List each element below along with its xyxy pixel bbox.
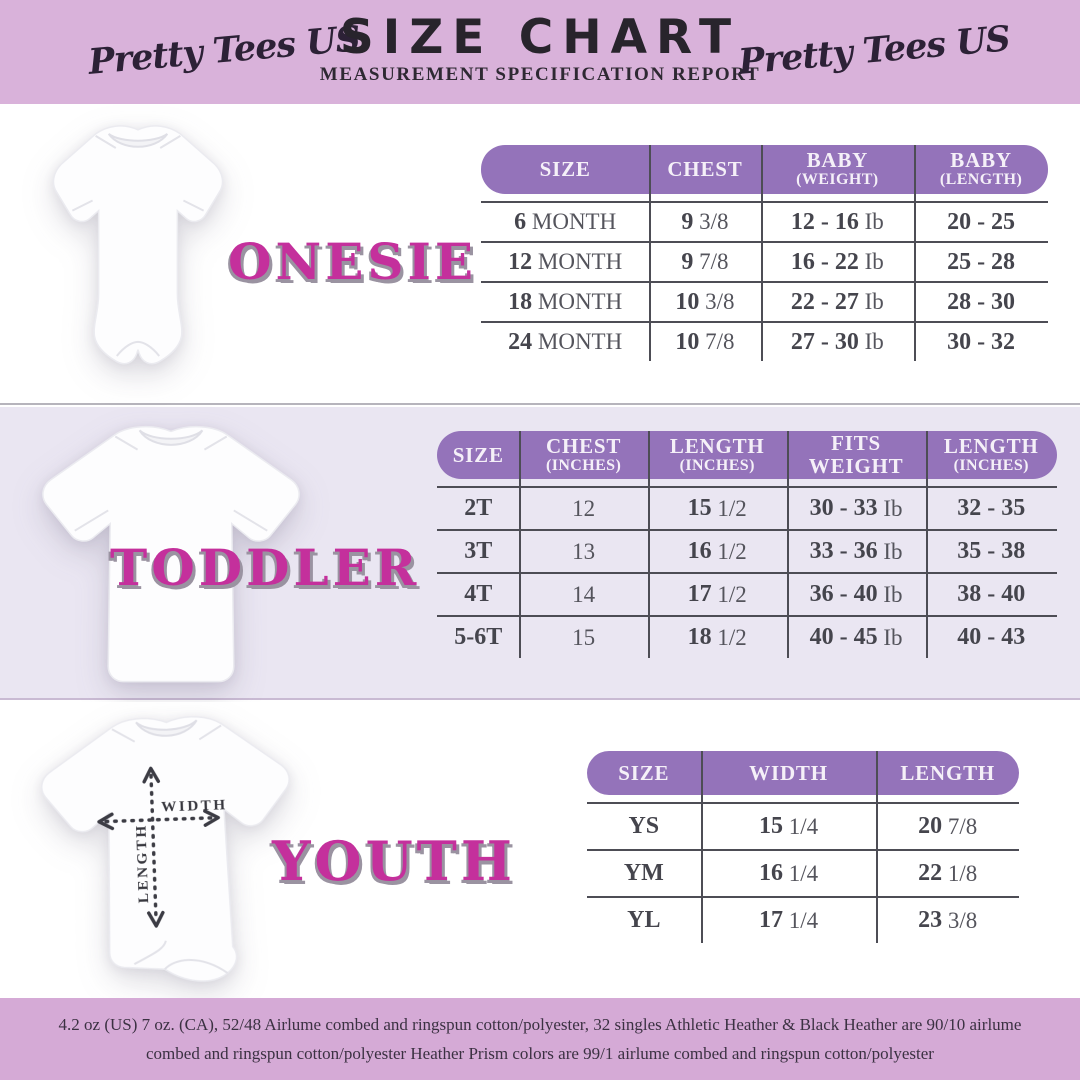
- table-cell: 27 - 30 Ib: [790, 328, 884, 355]
- table-cell: 15 1/2: [687, 495, 747, 521]
- table-cell: 6 MONTH: [514, 208, 617, 235]
- table-column-divider: [926, 431, 928, 658]
- column-header: SIZE: [618, 760, 670, 785]
- column-header: LENGTH (INCHES): [943, 433, 1039, 474]
- page-subtitle: MEASUREMENT SPECIFICATION REPORT: [319, 64, 761, 85]
- column-header: WIDTH: [749, 760, 828, 785]
- table-row: [437, 572, 1057, 615]
- fabric-description: 4.2 oz (US) 7 oz. (CA), 52/48 Airlume combed and ringspun cotton/polyester, 32 singles Athletic Heather & Black Heather are 90/10 airlume combed and ringspun cotton/polyester Heather Prism colors are 99/1 airlume combed and ringspun cotton/polyester: [58, 1015, 1022, 1063]
- table-cell: 30 - 33 Ib: [809, 495, 903, 521]
- column-header: SIZE: [539, 157, 591, 181]
- table-cell: 12 - 16 Ib: [790, 208, 884, 235]
- brand-logo-left: Pretty Tees US: [86, 18, 362, 83]
- table-cell: 16 - 22 Ib: [790, 248, 884, 275]
- length-arrow-label: LENGTH: [132, 822, 153, 904]
- table-row: [437, 615, 1057, 658]
- page-title: SIZE CHART: [339, 10, 741, 65]
- table-cell: 20 - 25: [947, 208, 1016, 235]
- table-row: [437, 529, 1057, 572]
- toddler-section: [0, 407, 1080, 700]
- column-header: BABY (LENGTH): [939, 148, 1023, 189]
- width-arrow-label: WIDTH: [160, 796, 228, 816]
- table-column-divider: [761, 145, 763, 361]
- table-cell: 38 - 40: [957, 581, 1026, 607]
- table-cell: 17 1/2: [687, 581, 747, 607]
- column-header: CHEST: [667, 157, 743, 181]
- table-header-row: [481, 145, 1048, 194]
- table-cell: 23 3/8: [918, 907, 978, 933]
- table-column-divider: [787, 431, 789, 658]
- column-header: CHEST (INCHES): [546, 433, 622, 474]
- table-cell: 40 - 45 Ib: [809, 624, 903, 650]
- table-cell: YL: [627, 907, 661, 933]
- table-cell: 33 - 36 Ib: [809, 538, 903, 564]
- table-cell: 20 7/8: [918, 813, 978, 839]
- table-header-row: [587, 751, 1019, 795]
- table-column-divider: [648, 431, 650, 658]
- table-cell: YM: [623, 860, 664, 886]
- table-row: [587, 802, 1019, 849]
- table-cell: 4T: [464, 581, 493, 607]
- table-column-divider: [649, 145, 651, 361]
- table-cell: 2T: [464, 495, 493, 521]
- table-cell: 15 1/4: [758, 813, 819, 839]
- column-header: SIZE: [452, 442, 504, 467]
- table-cell: 10 7/8: [675, 328, 735, 355]
- table-cell: 5-6T: [454, 624, 503, 650]
- column-header: BABY (WEIGHT): [796, 148, 879, 189]
- table-column-divider: [701, 751, 703, 943]
- table-row: [481, 241, 1048, 281]
- table-cell: 10 3/8: [675, 288, 735, 315]
- table-cell: 40 - 43: [957, 624, 1026, 650]
- table-header-row: [437, 431, 1057, 479]
- youth-size-table: [587, 751, 1019, 943]
- table-cell: 14: [572, 581, 596, 607]
- table-row: [587, 896, 1019, 943]
- table-cell: 32 - 35: [957, 495, 1026, 521]
- table-row: [587, 849, 1019, 896]
- table-row: [481, 201, 1048, 241]
- table-cell: 17 1/4: [758, 907, 819, 933]
- table-cell: 22 1/8: [918, 860, 978, 886]
- onesie-size-table: [481, 145, 1048, 361]
- table-cell: 25 - 28: [947, 248, 1016, 275]
- table-cell: YS: [628, 813, 660, 839]
- toddler-title: TODDLER: [110, 538, 421, 597]
- youth-section: [0, 702, 1080, 998]
- header-band: [0, 0, 1080, 104]
- column-header: LENGTH: [900, 760, 996, 785]
- table-column-divider: [519, 431, 521, 658]
- table-cell: 9 7/8: [681, 248, 729, 275]
- table-cell: 3T: [464, 538, 493, 564]
- table-cell: 15: [572, 624, 596, 650]
- table-cell: 16 1/2: [687, 538, 747, 564]
- table-cell: 30 - 32: [947, 328, 1016, 355]
- table-row: [437, 486, 1057, 529]
- column-header: LENGTH (INCHES): [669, 433, 765, 474]
- table-cell: 24 MONTH: [508, 328, 623, 355]
- table-cell: 35 - 38: [957, 538, 1026, 564]
- brand-logo-right: Pretty Tees US: [736, 18, 1012, 83]
- table-cell: 28 - 30: [947, 288, 1016, 315]
- table-cell: 16 1/4: [758, 860, 819, 886]
- onesie-title: ONESIE: [228, 232, 477, 291]
- table-row: [481, 321, 1048, 361]
- table-column-divider: [914, 145, 916, 361]
- table-cell: 13: [572, 538, 596, 564]
- table-cell: 12: [572, 495, 596, 521]
- table-row: [481, 281, 1048, 321]
- column-header: FITS WEIGHT: [808, 430, 904, 478]
- table-cell: 18 1/2: [687, 624, 747, 650]
- table-cell: 22 - 27 Ib: [790, 288, 884, 315]
- table-column-divider: [876, 751, 878, 943]
- footer-band: [0, 998, 1080, 1080]
- table-cell: 18 MONTH: [508, 288, 623, 315]
- toddler-size-table: [437, 431, 1057, 658]
- table-cell: 12 MONTH: [508, 248, 623, 275]
- table-cell: 9 3/8: [681, 208, 729, 235]
- table-cell: 36 - 40 Ib: [809, 581, 903, 607]
- youth-title: YOUTH: [272, 829, 516, 893]
- onesie-image: [32, 112, 244, 388]
- onesie-section: [0, 104, 1080, 405]
